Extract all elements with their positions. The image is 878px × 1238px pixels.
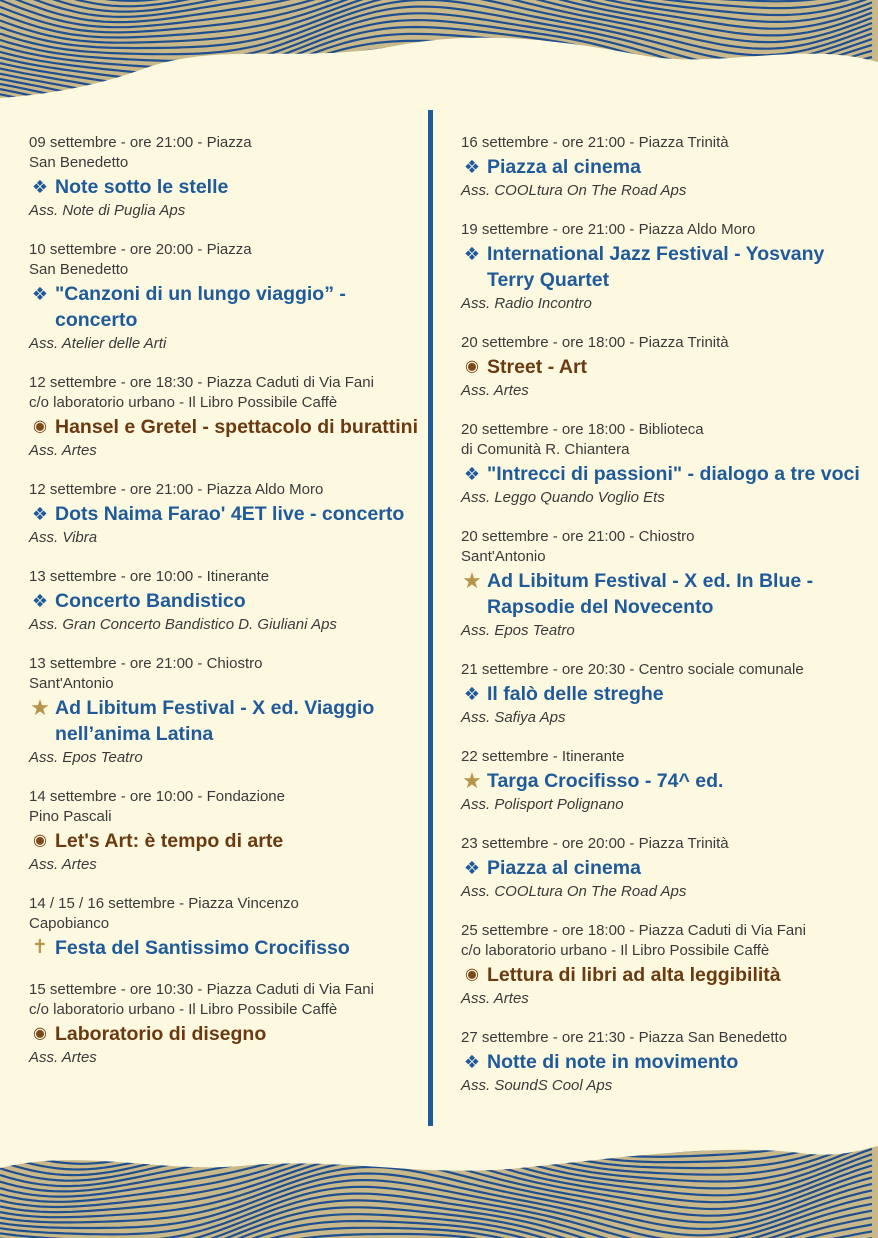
event-title xyxy=(29,588,424,614)
event-title xyxy=(29,281,424,333)
event-title xyxy=(29,828,424,854)
event-date-time: 13 settembre - ore 10:00 - Itinerante xyxy=(29,568,270,585)
event-date-time: 14 settembre - ore 10:00 - Fondazione xyxy=(29,788,285,805)
event-date-time: 12 settembre - ore 21:00 - Piazza Aldo Moro xyxy=(29,481,324,498)
event-location: di Comunità R. Chiantera xyxy=(461,441,630,458)
event-item xyxy=(29,654,424,768)
event-organizer: Ass. Polisport Polignano xyxy=(461,796,624,813)
event-date-time: 20 settembre - ore 18:00 - Biblioteca xyxy=(461,421,704,438)
event-organizer: Ass. SoundS Cool Aps xyxy=(461,1077,613,1094)
event-title xyxy=(29,935,424,961)
star-icon: ★ xyxy=(462,568,482,593)
column-divider xyxy=(428,110,433,1126)
event-location: San Benedetto xyxy=(29,154,129,171)
teddy-bear-icon: ◉ xyxy=(465,966,479,983)
event-title-text: Piazza al cinema xyxy=(487,857,641,879)
event-title xyxy=(461,962,871,988)
event-item xyxy=(461,333,871,401)
event-title xyxy=(461,461,871,487)
event-organizer: Ass. Note di Puglia Aps xyxy=(29,202,186,219)
event-item xyxy=(461,660,871,728)
right-event-column xyxy=(461,133,871,1115)
event-date-time: 25 settembre - ore 18:00 - Piazza Caduti di Via Fani xyxy=(461,922,806,939)
star-icon: ★ xyxy=(30,695,50,720)
teddy-bear-icon: ◉ xyxy=(33,832,47,849)
diamond-icon: ❖ xyxy=(463,464,481,484)
event-title-text: "Canzoni di un lungo viaggio” - concerto xyxy=(55,283,346,331)
diamond-icon: ❖ xyxy=(463,1052,481,1072)
event-organizer: Ass. Epos Teatro xyxy=(29,749,143,766)
event-location: Capobianco xyxy=(29,915,110,932)
star-icon: ★ xyxy=(462,768,482,793)
event-organizer: Ass. Artes xyxy=(29,1049,97,1066)
event-item xyxy=(461,527,871,641)
diamond-icon: ❖ xyxy=(463,858,481,878)
event-date-time: 09 settembre - ore 21:00 - Piazza xyxy=(29,134,252,151)
event-location: Sant'Antonio xyxy=(461,548,546,565)
event-location: Pino Pascali xyxy=(29,808,112,825)
event-organizer: Ass. Artes xyxy=(29,442,97,459)
event-title-text: Ad Libitum Festival - X ed. Viaggio nell’anima Latina xyxy=(55,697,375,745)
event-title xyxy=(461,855,871,881)
event-date-time: 14 / 15 / 16 settembre - Piazza Vincenzo xyxy=(29,895,299,912)
event-date-time: 23 settembre - ore 20:00 - Piazza Trinità xyxy=(461,835,729,852)
event-organizer: Ass. Artes xyxy=(29,856,97,873)
event-item xyxy=(461,747,871,815)
event-title-text: Note sotto le stelle xyxy=(55,176,229,198)
event-organizer: Ass. Leggo Quando Voglio Ets xyxy=(461,489,665,506)
event-title xyxy=(29,695,424,747)
event-item xyxy=(461,834,871,902)
event-item xyxy=(29,894,424,961)
event-title-text: Hansel e Gretel - spettacolo di burattini xyxy=(55,416,418,438)
event-organizer: Ass. Atelier delle Arti xyxy=(29,335,167,352)
event-title xyxy=(461,681,871,707)
event-title xyxy=(461,154,871,180)
event-title-text: International Jazz Festival - Yosvany Terry Quartet xyxy=(487,243,825,291)
event-title-text: Dots Naima Farao' 4ET live - concerto xyxy=(55,503,405,525)
event-date-time: 10 settembre - ore 20:00 - Piazza xyxy=(29,241,252,258)
event-title xyxy=(29,174,424,200)
event-location: c/o laboratorio urbano - Il Libro Possibile Caffè xyxy=(461,942,770,959)
event-location: c/o laboratorio urbano - Il Libro Possibile Caffè xyxy=(29,394,338,411)
event-title-text: Festa del Santissimo Crocifisso xyxy=(55,937,350,959)
diamond-icon: ❖ xyxy=(463,684,481,704)
event-title-text: "Intrecci di passioni" - dialogo a tre voci xyxy=(487,463,860,485)
event-title-text: Piazza al cinema xyxy=(487,156,641,178)
event-item xyxy=(29,133,424,221)
bottom-wave-decoration xyxy=(0,1138,878,1238)
event-item xyxy=(29,373,424,461)
diamond-icon: ❖ xyxy=(31,504,49,524)
event-organizer: Ass. Safiya Aps xyxy=(461,709,566,726)
event-title xyxy=(461,354,871,380)
event-item xyxy=(29,240,424,354)
diamond-icon: ❖ xyxy=(31,177,49,197)
event-title-text: Notte di note in movimento xyxy=(487,1051,739,1073)
event-item xyxy=(461,133,871,201)
event-organizer: Ass. COOLtura On The Road Aps xyxy=(461,182,687,199)
event-title-text: Ad Libitum Festival - X ed. In Blue - Rapsodie del Novecento xyxy=(487,570,814,618)
event-title-text: Il falò delle streghe xyxy=(487,683,664,705)
teddy-bear-icon: ◉ xyxy=(33,418,47,435)
event-title xyxy=(461,768,871,794)
left-event-column xyxy=(29,133,424,1087)
event-organizer: Ass. Artes xyxy=(461,382,529,399)
diamond-icon: ❖ xyxy=(463,244,481,264)
event-organizer: Ass. Gran Concerto Bandistico D. Giuliani Aps xyxy=(29,616,337,633)
event-location: Sant'Antonio xyxy=(29,675,114,692)
event-organizer: Ass. Vibra xyxy=(29,529,98,546)
event-title-text: Concerto Bandistico xyxy=(55,590,246,612)
diamond-icon: ❖ xyxy=(463,157,481,177)
event-organizer: Ass. Artes xyxy=(461,990,529,1007)
event-date-time: 20 settembre - ore 18:00 - Piazza Trinità xyxy=(461,334,729,351)
event-item xyxy=(29,567,424,635)
event-title-text: Let's Art: è tempo di arte xyxy=(55,830,284,852)
event-organizer: Ass. Epos Teatro xyxy=(461,622,575,639)
top-wave-decoration xyxy=(0,0,878,110)
event-item xyxy=(461,420,871,508)
cross-icon: ✝ xyxy=(32,937,48,958)
event-title xyxy=(461,241,871,293)
event-title xyxy=(461,568,871,620)
teddy-bear-icon: ◉ xyxy=(33,1025,47,1042)
event-date-time: 22 settembre - Itinerante xyxy=(461,748,625,765)
event-title-text: Targa Crocifisso - 74^ ed. xyxy=(487,770,724,792)
event-date-time: 27 settembre - ore 21:30 - Piazza San Benedetto xyxy=(461,1029,788,1046)
event-item xyxy=(461,220,871,314)
event-title-text: Lettura di libri ad alta leggibilità xyxy=(487,964,781,986)
event-title xyxy=(29,1021,424,1047)
event-title xyxy=(29,501,424,527)
event-date-time: 12 settembre - ore 18:30 - Piazza Caduti di Via Fani xyxy=(29,374,374,391)
teddy-bear-icon: ◉ xyxy=(465,358,479,375)
event-title-text: Street - Art xyxy=(487,356,588,378)
event-organizer: Ass. COOLtura On The Road Aps xyxy=(461,883,687,900)
diamond-icon: ❖ xyxy=(31,284,49,304)
event-title xyxy=(29,414,424,440)
event-location: c/o laboratorio urbano - Il Libro Possibile Caffè xyxy=(29,1001,338,1018)
event-item xyxy=(461,921,871,1009)
event-item xyxy=(29,480,424,548)
diamond-icon: ❖ xyxy=(31,591,49,611)
event-date-time: 21 settembre - ore 20:30 - Centro sociale comunale xyxy=(461,661,804,678)
event-date-time: 20 settembre - ore 21:00 - Chiostro xyxy=(461,528,695,545)
event-item xyxy=(29,787,424,875)
event-location: San Benedetto xyxy=(29,261,129,278)
event-organizer: Ass. Radio Incontro xyxy=(461,295,592,312)
event-date-time: 13 settembre - ore 21:00 - Chiostro xyxy=(29,655,263,672)
event-title-text: Laboratorio di disegno xyxy=(55,1023,267,1045)
event-item xyxy=(29,980,424,1068)
event-date-time: 16 settembre - ore 21:00 - Piazza Trinità xyxy=(461,134,729,151)
event-item xyxy=(461,1028,871,1096)
event-date-time: 19 settembre - ore 21:00 - Piazza Aldo Moro xyxy=(461,221,756,238)
event-date-time: 15 settembre - ore 10:30 - Piazza Caduti di Via Fani xyxy=(29,981,374,998)
event-title xyxy=(461,1049,871,1075)
